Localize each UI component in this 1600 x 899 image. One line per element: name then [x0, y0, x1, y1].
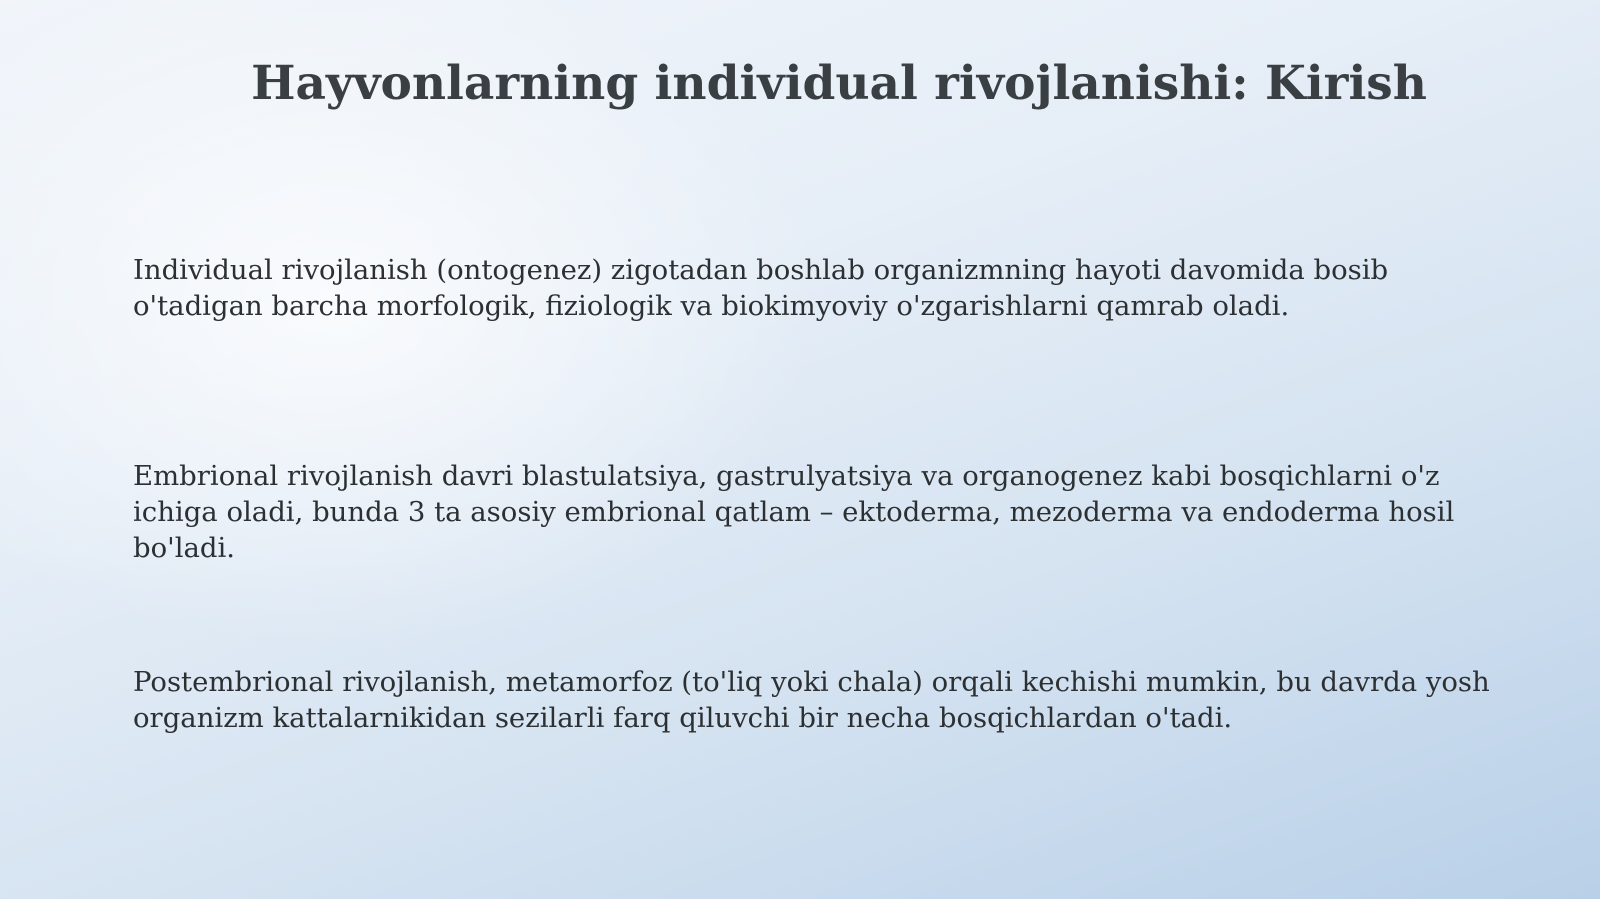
paragraph-ontogenesis: Individual rivojlanish (ontogenez) zigotadan boshlab organizmning hayoti davomida bosib o'tadigan barcha morfologik, fiziologik va biokimyoviy o'zgarishlarni qamrab oladi. — [133, 254, 1389, 322]
paragraph-embryonic: Embrional rivojlanish davri blastulatsiya, gastrulyatsiya va organogenez kabi bosqichlarni o'z ichiga oladi, bunda 3 ta asosiy embrional qatlam – ektoderma, mezoderma va endoderma hosil bo'ladi. — [133, 460, 1455, 564]
slide-title: Hayvonlarning individual rivojlanishi: Kirish — [251, 56, 1427, 111]
paragraph-postembryonic: Postembrional rivojlanish, metamorfoz (to'liq yoki chala) orqali kechishi mumkin, bu davrda yosh organizm kattalarnikidan sezilarli farq qiluvchi bir necha bosqichlardan o'tadi. — [133, 666, 1490, 734]
